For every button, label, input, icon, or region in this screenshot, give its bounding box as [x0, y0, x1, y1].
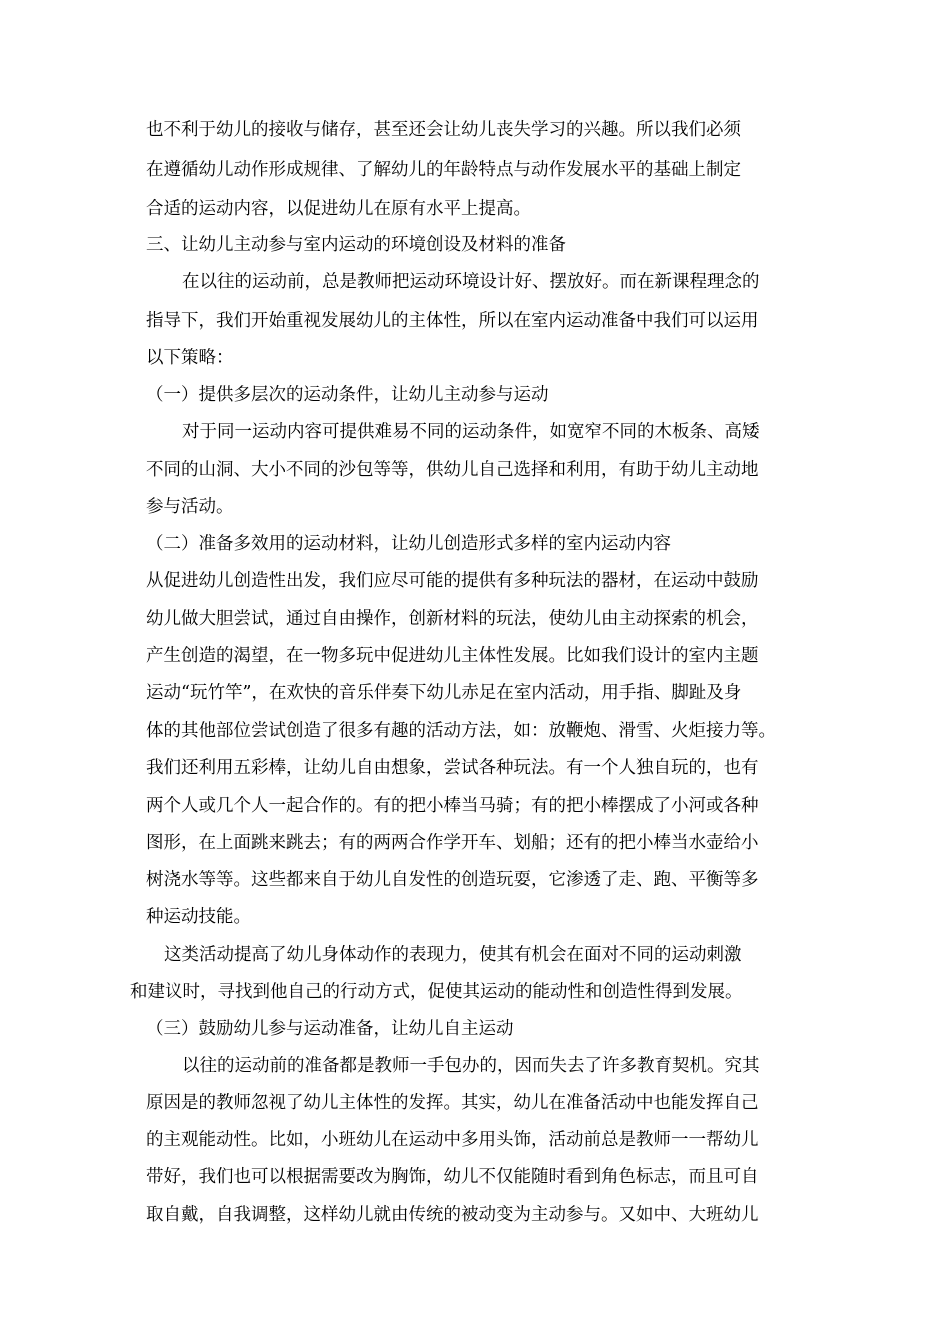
text-line: 我们还利用五彩棒，让幼儿自由想象，尝试各种玩法。有一个人独自玩的，也有 [146, 758, 759, 778]
text-line: 指导下，我们开始重视发展幼儿的主体性，所以在室内运动准备中我们可以运用 [146, 311, 759, 331]
text-line: 产生创造的渴望，在一物多玩中促进幼儿主体性发展。比如我们设计的室内主题 [146, 646, 759, 666]
text-line: 在以往的运动前，总是教师把运动环境设计好、摆放好。而在新课程理念的 [182, 272, 760, 292]
text-line: 运动“玩竹竿”，在欢快的音乐伴奏下幼儿赤足在室内活动，用手指、脚趾及身 [146, 683, 742, 703]
text-line: 和建议时，寻找到他自己的行动方式，促使其运动的能动性和创造性得到发展。 [130, 982, 743, 1002]
subsection-heading: （三）鼓励幼儿参与运动准备，让幼儿自主运动 [146, 1019, 514, 1039]
text-line: 的主观能动性。比如，小班幼儿在运动中多用头饰，活动前总是教师一一帮幼儿 [146, 1130, 759, 1150]
text-line: 以往的运动前的准备都是教师一手包办的，因而失去了许多教育契机。究其 [182, 1056, 760, 1076]
text-line: 不同的山洞、大小不同的沙包等等，供幼儿自己选择和利用，有助于幼儿主动地 [146, 460, 759, 480]
text-line: 树浇水等等。这些都来自于幼儿自发性的创造玩耍，它渗透了走、跑、平衡等多 [146, 870, 759, 890]
text-line: 合适的运动内容，以促进幼儿在原有水平上提高。 [146, 199, 531, 219]
text-line: 带好，我们也可以根据需要改为胸饰，幼儿不仅能随时看到角色标志，而且可自 [146, 1167, 759, 1187]
text-line: 图形，在上面跳来跳去；有的两两合作学开车、划船；还有的把小棒当水壶给小 [146, 833, 759, 853]
text-line: 也不利于幼儿的接收与储存，甚至还会让幼儿丧失学习的兴趣。所以我们必须 [146, 120, 741, 140]
subsection-heading: （一）提供多层次的运动条件，让幼儿主动参与运动 [146, 385, 549, 405]
text-line: 取自戴，自我调整，这样幼儿就由传统的被动变为主动参与。又如中、大班幼儿 [146, 1205, 759, 1225]
text-line: 体的其他部位尝试创造了很多有趣的活动方法，如：放鞭炮、滑雪、火炬接力等。 [146, 721, 776, 741]
text-line: 两个人或几个人一起合作的。有的把小棒当马骑；有的把小棒摆成了小河或各种 [146, 796, 759, 816]
text-line: 这类活动提高了幼儿身体动作的表现力，使其有机会在面对不同的运动刺激 [164, 945, 742, 965]
subsection-heading: （二）准备多效用的运动材料，让幼儿创造形式多样的室内运动内容 [146, 534, 671, 554]
text-line: 从促进幼儿创造性出发，我们应尽可能的提供有多种玩法的器材，在运动中鼓励 [146, 571, 759, 591]
text-line: 在遵循幼儿动作形成规律、了解幼儿的年龄特点与动作发展水平的基础上制定 [146, 160, 741, 180]
section-heading: 三、让幼儿主动参与室内运动的环境创设及材料的准备 [146, 235, 566, 255]
text-line: 幼儿做大胆尝试，通过自由操作，创新材料的玩法，使幼儿由主动探索的机会， [146, 609, 759, 629]
text-line: 参与活动。 [146, 497, 234, 517]
text-line: 种运动技能。 [146, 907, 251, 927]
text-line: 对于同一运动内容可提供难易不同的运动条件，如宽窄不同的木板条、高矮 [182, 422, 760, 442]
text-line: 原因是的教师忽视了幼儿主体性的发挥。其实，幼儿在准备活动中也能发挥自己 [146, 1093, 759, 1113]
text-line: 以下策略： [146, 348, 234, 368]
